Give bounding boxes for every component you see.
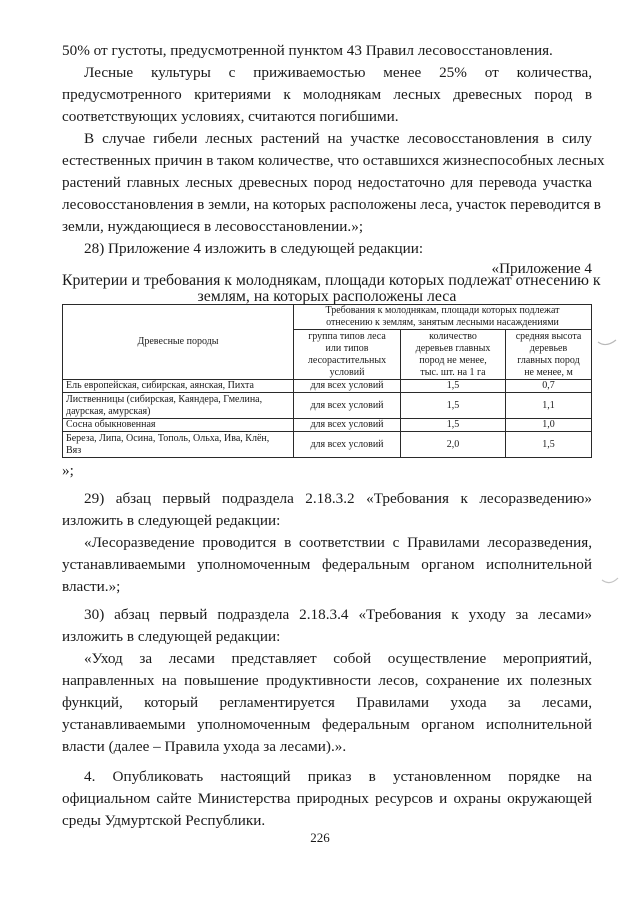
conditions-cell: для всех условий bbox=[294, 380, 401, 393]
table-title: землям, на которых расположены леса bbox=[197, 288, 457, 305]
paragraph-line: устанавливаемыми уполномоченным федеральным органом исполнительной bbox=[62, 716, 592, 733]
count-cell: 2,0 bbox=[401, 432, 506, 458]
table-title: Критерии и требования к молоднякам, площади которых подлежат отнесению к bbox=[62, 272, 601, 289]
requirements-header: Требования к молоднякам, площади которых подлежат отнесению к землям, занятым лесными насаждениями bbox=[294, 305, 592, 330]
page-number: 226 bbox=[310, 830, 330, 845]
appendix-label: «Приложение 4 bbox=[491, 260, 592, 277]
paragraph-line: земли, нуждающиеся в лесовосстановлении.»; bbox=[62, 218, 364, 235]
species-cell: Ель европейская, сибирская, аянская, Пихта bbox=[63, 380, 294, 393]
paragraph-line: Лесные культуры с приживаемостью менее 25% от количества, bbox=[84, 64, 592, 81]
paragraph-line: растений главных лесных древесных пород недостаточно для перевода участка bbox=[62, 174, 592, 191]
paragraph-line: 4. Опубликовать настоящий приказ в установленном порядке на bbox=[84, 768, 592, 785]
paragraph-line: направленных на повышение продуктивности лесов, сохранение их полезных bbox=[62, 672, 592, 689]
species-cell: Сосна обыкновенная bbox=[63, 419, 294, 432]
conditions-header: группа типов леса или типов лесорастительных условий bbox=[294, 330, 401, 380]
paragraph-line: соответствующих условиях, считаются погибшими. bbox=[62, 108, 399, 125]
count-cell: 1,5 bbox=[401, 393, 506, 419]
scan-mark-icon bbox=[596, 338, 618, 352]
height-cell: 0,7 bbox=[506, 380, 592, 393]
table-row bbox=[63, 432, 592, 458]
height-cell: 1,1 bbox=[506, 393, 592, 419]
table-close-quote: »; bbox=[62, 462, 74, 479]
species-header: Древесные породы bbox=[63, 305, 294, 380]
height-header: средняя высота деревьев главных пород не менее, м bbox=[506, 330, 592, 380]
criteria-table bbox=[62, 304, 592, 458]
paragraph-line: 28) Приложение 4 изложить в следующей редакции: bbox=[84, 240, 424, 257]
species-cell: Лиственницы (сибирская, Каяндера, Гмелина, даурская, амурская) bbox=[63, 393, 294, 419]
paragraph-line: «Лесоразведение проводится в соответствии с Правилами лесоразведения, bbox=[84, 534, 592, 551]
scan-mark-icon bbox=[600, 572, 620, 586]
paragraph-line: предусмотренного критериями к молоднякам лесных древесных пород в bbox=[62, 86, 592, 103]
count-cell: 1,5 bbox=[401, 419, 506, 432]
paragraph-line: 30) абзац первый подраздела 2.18.3.4 «Требования к уходу за лесами» bbox=[84, 606, 592, 623]
paragraph-line: официальном сайте Министерства природных ресурсов и охраны окружающей bbox=[62, 790, 592, 807]
count-cell: 1,5 bbox=[401, 380, 506, 393]
paragraph-line: В случае гибели лесных растений на участке лесовосстановления в силу bbox=[84, 130, 592, 147]
species-cell: Береза, Липа, Осина, Тополь, Ольха, Ива, Клён, Вяз bbox=[63, 432, 294, 458]
count-header: количество деревьев главных пород не менее, тыс. шт. на 1 га bbox=[401, 330, 506, 380]
paragraph-line: среды Удмуртской Республики. bbox=[62, 812, 266, 829]
table-row bbox=[63, 380, 592, 393]
paragraph-line: изложить в следующей редакции: bbox=[62, 628, 281, 645]
conditions-cell: для всех условий bbox=[294, 419, 401, 432]
paragraph-line: устанавливаемыми уполномоченным федеральным органом исполнительной bbox=[62, 556, 592, 573]
paragraph-line: лесовосстановления в земли, на которых расположены леса, участок переводится в bbox=[62, 196, 601, 213]
height-cell: 1,5 bbox=[506, 432, 592, 458]
paragraph-line: 50% от густоты, предусмотренной пунктом 43 Правил лесовосстановления. bbox=[62, 42, 553, 59]
paragraph-line: 29) абзац первый подраздела 2.18.3.2 «Требования к лесоразведению» bbox=[84, 490, 592, 507]
paragraph-line: власти (далее – Правила ухода за лесами).». bbox=[62, 738, 347, 755]
height-cell: 1,0 bbox=[506, 419, 592, 432]
paragraph-line: функций, который регламентируется Правилами ухода за лесами, bbox=[62, 694, 592, 711]
conditions-cell: для всех условий bbox=[294, 432, 401, 458]
table-row bbox=[63, 419, 592, 432]
paragraph-line: «Уход за лесами представляет собой осуществление мероприятий, bbox=[84, 650, 592, 667]
paragraph-line: изложить в следующей редакции: bbox=[62, 512, 281, 529]
conditions-cell: для всех условий bbox=[294, 393, 401, 419]
paragraph-line: естественных причин в таком количестве, что оставшихся жизнеспособных лесных bbox=[62, 152, 605, 169]
paragraph-line: власти.»; bbox=[62, 578, 121, 595]
table-row bbox=[63, 393, 592, 419]
